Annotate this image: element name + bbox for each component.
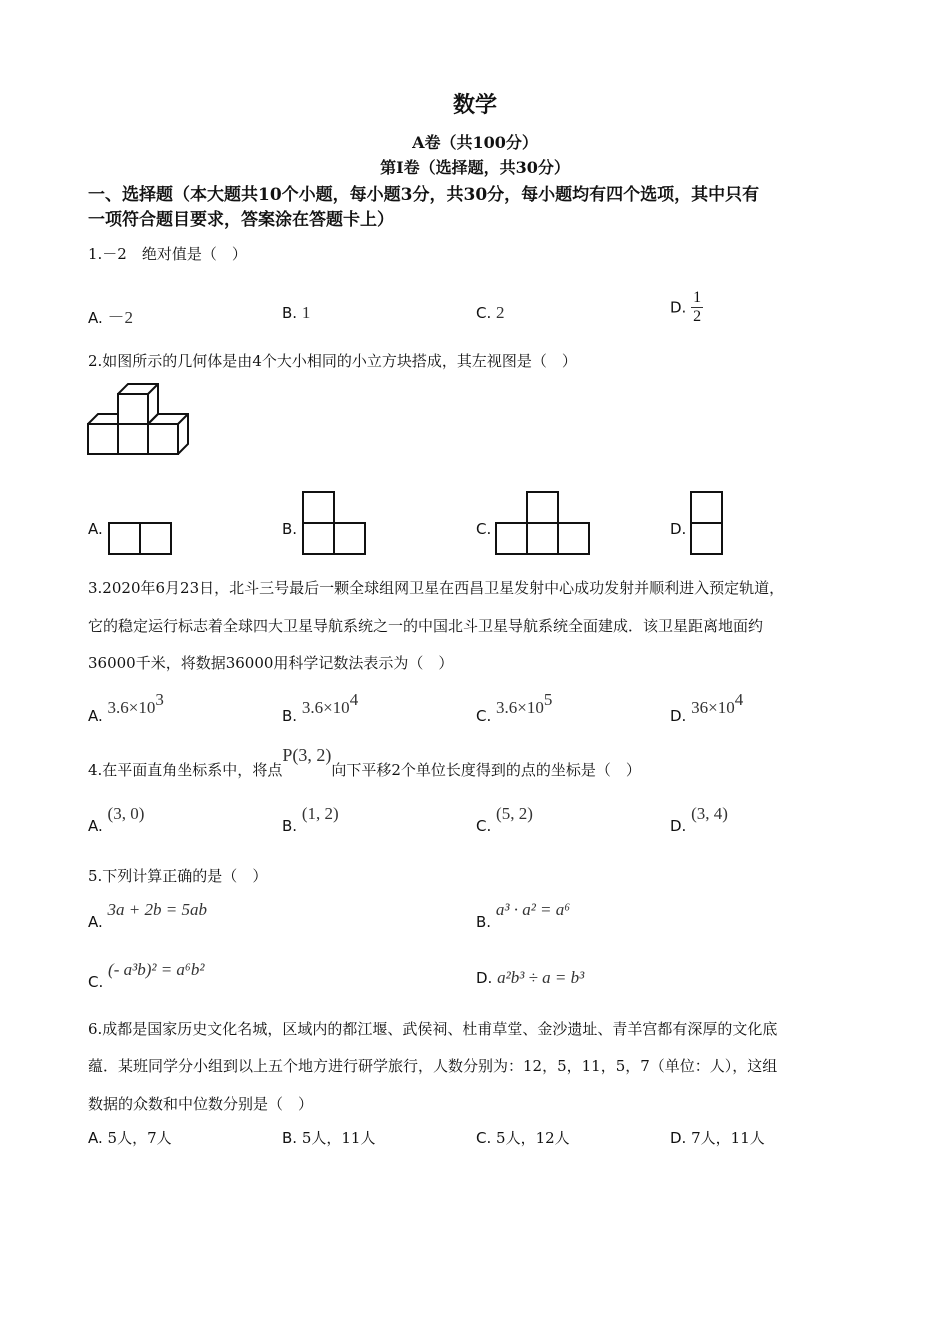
q2-option-c[interactable]: C. <box>476 520 492 538</box>
q6-option-b[interactable]: B. 5人，11人 <box>282 1129 376 1147</box>
cube-solid-figure <box>86 384 198 456</box>
q3-option-c[interactable]: C. $3.6\times 10^5$ <box>476 690 553 725</box>
page-title: 数学 <box>452 92 497 118</box>
left-view-option-c-figure <box>495 491 590 555</box>
q6-option-d[interactable]: D. 7人，11人 <box>670 1129 765 1147</box>
q1-option-a[interactable]: A. －2 <box>88 308 134 327</box>
volume-heading: A卷（共100分） <box>412 133 538 152</box>
part-heading: 第Ⅰ卷（选择题，共30分） <box>380 158 570 177</box>
q4-option-d[interactable]: D. (3, 4) <box>670 804 728 835</box>
q1-option-b[interactable]: B. 1 <box>282 303 311 322</box>
q5-option-c[interactable]: C. (- a³b)² = a⁶b² <box>88 960 205 991</box>
q6-option-c[interactable]: C. 5人，12人 <box>476 1129 570 1147</box>
question-3-stem-line1: 3.2020年6月23日，北斗三号最后一颗全球组网卫星在西昌卫星发射中心成功发射并顺利进入预定轨道， <box>88 579 785 597</box>
left-view-option-d-figure <box>690 491 724 555</box>
question-6-stem-line3: 数据的众数和中位数分别是（ ） <box>88 1095 314 1113</box>
question-6-stem-line2: 蕴．某班同学分小组到以上五个地方进行研学旅行，人数分别为：12，5，11，5，7（单位：人），这组 <box>88 1057 778 1075</box>
question-1-stem: 1.－2 绝对值是（ ） <box>88 245 247 263</box>
question-3-stem-line3: 36000千米，将数据36000用科学记数法表示为（ ） <box>88 654 454 672</box>
question-4-stem: 4.在平面直角坐标系中，将点P(3, 2)向下平移2个单位长度得到的点的坐标是（ ） <box>88 745 641 779</box>
q6-option-a[interactable]: A. 5人，7人 <box>88 1129 172 1147</box>
left-view-option-b-figure <box>302 491 366 555</box>
question-2-stem: 2.如图所示的几何体是由4个大小相同的小立方块搭成，其左视图是（ ） <box>88 352 577 370</box>
fraction-one-half: $\frac{1}{2}$ <box>693 289 702 325</box>
q2-option-d[interactable]: D. <box>670 520 687 538</box>
q5-option-b[interactable]: B. a³ · a² = a⁶ <box>476 900 571 931</box>
q1-option-c[interactable]: C. 2 <box>476 303 505 322</box>
q2-option-b[interactable]: B. <box>282 520 298 538</box>
q3-option-b[interactable]: B. $3.6\times 10^4$ <box>282 690 359 725</box>
section-instruction-line2: 一项符合题目要求，答案涂在答题卡上） <box>88 210 394 230</box>
q2-option-a[interactable]: A. <box>88 520 103 538</box>
question-3-stem-line2: 它的稳定运行标志着全球四大卫星导航系统之一的中国北斗卫星导航系统全面建成．该卫星距离地面约 <box>88 617 764 635</box>
q4-option-c[interactable]: C. (5, 2) <box>476 804 533 835</box>
question-5-stem: 5.下列计算正确的是（ ） <box>88 867 268 885</box>
q5-option-a[interactable]: A. 3a + 2b = 5ab <box>88 900 207 931</box>
q3-option-a[interactable]: A. $3.6\times 10^3$ <box>88 690 164 725</box>
q1-option-d[interactable]: D. $\frac{1}{2}$ <box>670 289 702 325</box>
question-6-stem-line1: 6.成都是国家历史文化名城，区域内的都江堰、武侯祠、杜甫草堂、金沙遗址、青羊宫都有深厚的文化底 <box>88 1020 778 1038</box>
q5-option-d[interactable]: D. a²b³ ÷ a = b³ <box>476 968 585 987</box>
left-view-option-a-figure <box>108 522 172 556</box>
q3-option-d[interactable]: D. $36\times 10^4$ <box>670 690 744 725</box>
section-instruction-line1: 一、选择题（本大题共10个小题，每小题3分，共30分，每小题均有四个选项，其中只有 <box>88 185 760 205</box>
q4-option-b[interactable]: B. (1, 2) <box>282 804 339 835</box>
q4-option-a[interactable]: A. (3, 0) <box>88 804 145 835</box>
point-p: P(3, 2) <box>282 745 332 765</box>
